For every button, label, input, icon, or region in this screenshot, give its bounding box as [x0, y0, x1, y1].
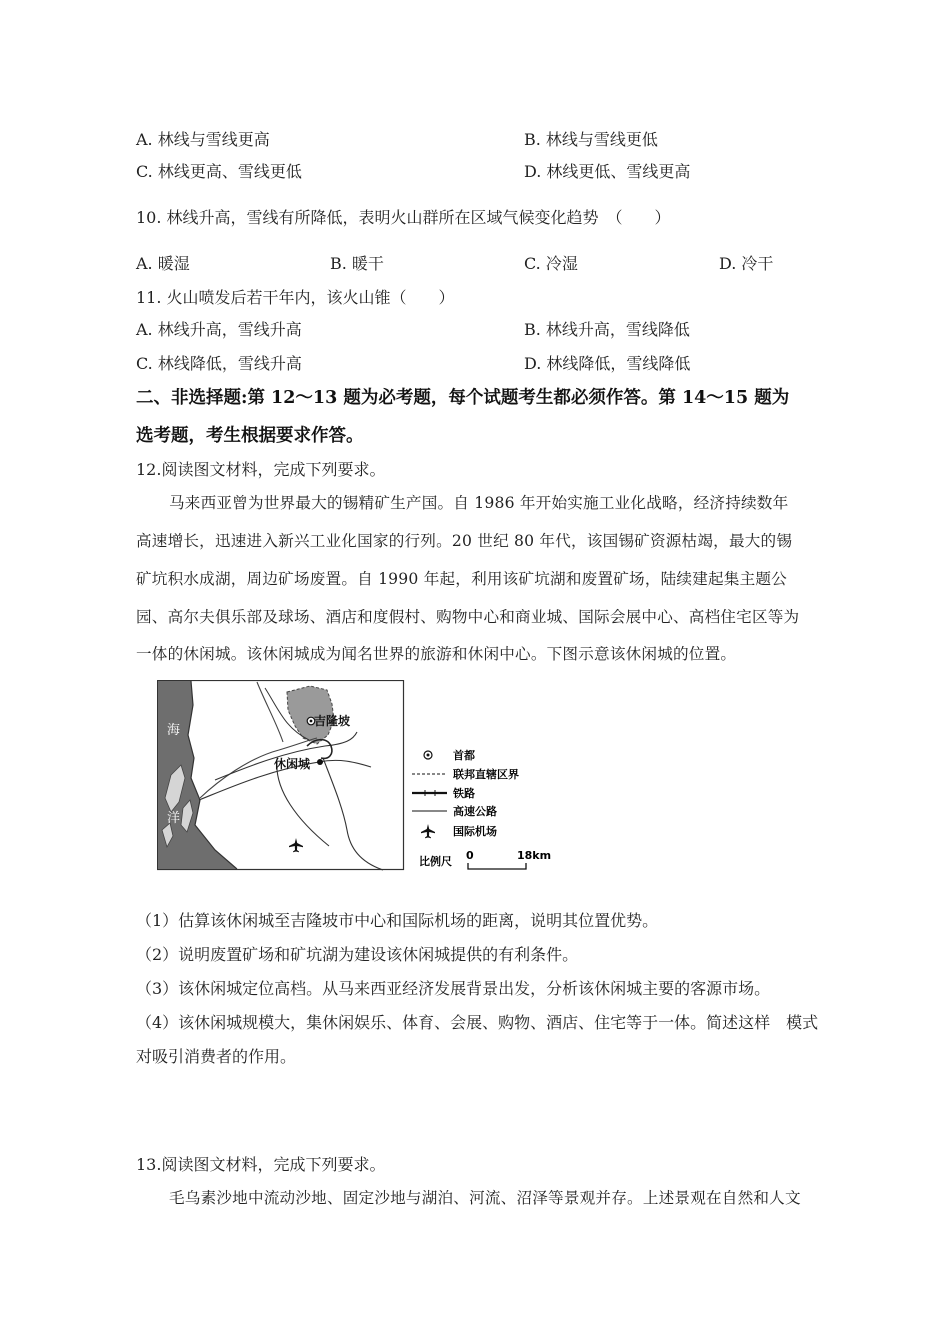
- legend-airport: 国际机场: [453, 825, 497, 838]
- q12-subquestion-3: （3）该休闲城定位高档。从马来西亚经济发展背景出发，分析该休闲城主要的客源市场。: [136, 979, 771, 998]
- capital-marker-dot: [310, 720, 313, 723]
- q12-para-line: 园、高尔夫俱乐部及球场、酒店和度假村、购物中心和商业城、国际会展中心、高档住宅区等为: [136, 608, 800, 626]
- legend-boundary: 联邦直辖区界: [453, 768, 519, 781]
- q11-option-c: C. 林线降低，雪线升高: [136, 354, 302, 373]
- q9-option-d: D. 林线更低、雪线更高: [524, 162, 691, 181]
- scale-end: 18km: [517, 849, 552, 862]
- sea-label-hai: 海: [167, 723, 181, 738]
- q11-option-a: A. 林线升高，雪线升高: [136, 320, 302, 339]
- q12-para-line: 矿坑积水成湖，周边矿场废置。自 1990 年起，利用该矿坑湖和废置矿场，陆续建起集主题公: [136, 570, 787, 588]
- city-label-kuala-lumpur: 吉隆坡: [314, 714, 351, 728]
- q10-stem: 10. 林线升高，雪线有所降低，表明火山群所在区域气候变化趋势 （ ）: [136, 208, 671, 227]
- q13-para-line: 毛乌素沙地中流动沙地、固定沙地与湖泊、河流、沼泽等景观并存。上述景观在自然和人文: [169, 1189, 801, 1207]
- q11-option-d: D. 林线降低，雪线降低: [524, 354, 691, 373]
- city-label-leisure-city: 休闲城: [274, 757, 311, 771]
- q11-stem: 11. 火山喷发后若干年内，该火山锥（ ）: [136, 288, 455, 307]
- q12-para-line: 一体的休闲城。该休闲城成为闻名世界的旅游和休闲中心。下图示意该休闲城的位置。: [136, 645, 737, 663]
- legend-airport-icon: [421, 824, 435, 838]
- section2-heading-line1: 二、非选择题:第 12～13 题为必考题，每个试题考生都必须作答。第 14～15 题为: [136, 388, 790, 408]
- leisure-city-marker: [317, 759, 323, 765]
- leisure-city-location-map: [157, 680, 557, 876]
- section2-heading-line2: 选考题，考生根据要求作答。: [136, 426, 364, 446]
- legend-capital: 首都: [453, 749, 475, 762]
- scale-start: 0: [466, 849, 474, 862]
- q12-subquestion-2: （2）说明废置矿场和矿坑湖为建设该休闲城提供的有利条件。: [136, 945, 579, 964]
- q11-option-b: B. 林线升高，雪线降低: [524, 320, 690, 339]
- q12-subquestion-1: （1）估算该休闲城至吉隆坡市中心和国际机场的距离，说明其位置优势。: [136, 911, 659, 930]
- q12-subquestion-4: （4）该休闲城规模大，集休闲娱乐、体育、会展、购物、酒店、住宅等于一体。简述这样 模式: [136, 1013, 819, 1032]
- q9-option-c: C. 林线更高、雪线更低: [136, 162, 302, 181]
- q10-option-c: C. 冷湿: [524, 254, 578, 273]
- q12-para-line: 高速增长，迅速进入新兴工业化国家的行列。20 世纪 80 年代，该国锡矿资源枯竭，最大的锡: [136, 532, 793, 550]
- q10-option-d: D. 冷干: [719, 254, 774, 273]
- q9-option-a: A. 林线与雪线更高: [136, 130, 270, 149]
- q10-option-b: B. 暖干: [330, 254, 384, 273]
- legend-highway: 高速公路: [453, 805, 497, 818]
- scale-label: 比例尺: [419, 855, 452, 868]
- q13-title: 13.阅读图文材料，完成下列要求。: [136, 1155, 386, 1174]
- legend-railway: 铁路: [453, 787, 475, 800]
- q12-subquestion-4-cont: 对吸引消费者的作用。: [136, 1047, 297, 1066]
- q12-para-line: 马来西亚曾为世界最大的锡精矿生产国。自 1986 年开始实施工业化战略，经济持续数年: [169, 494, 789, 512]
- q10-option-a: A. 暖湿: [136, 254, 190, 273]
- q9-option-b: B. 林线与雪线更低: [524, 130, 658, 149]
- scale-bar: [468, 863, 526, 869]
- sea-label-yang: 洋: [167, 811, 181, 826]
- q12-title: 12.阅读图文材料，完成下列要求。: [136, 460, 386, 479]
